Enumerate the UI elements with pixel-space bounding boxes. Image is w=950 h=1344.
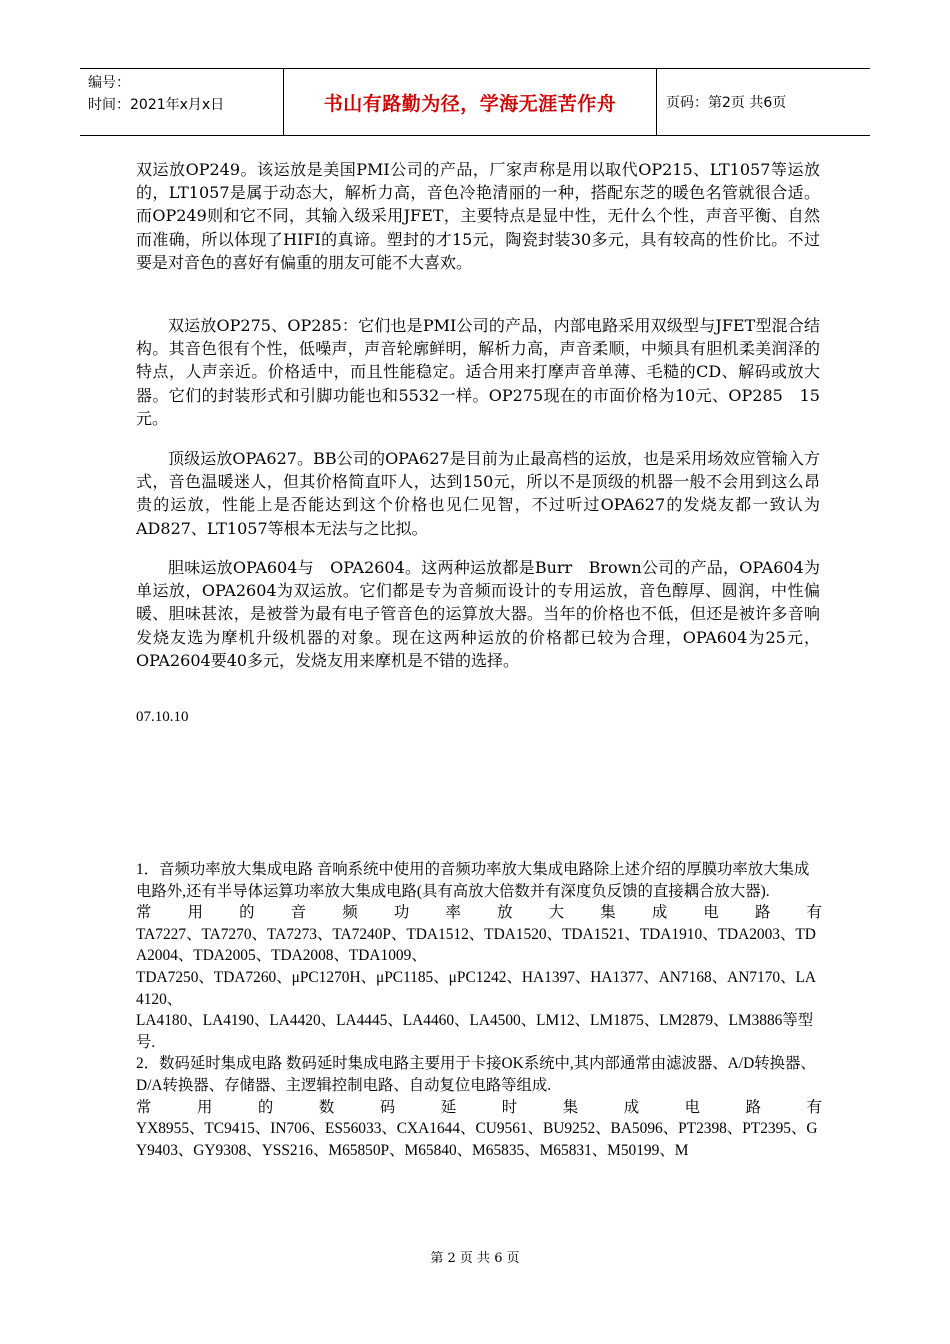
paragraph-text: 胆味运放OPA604与 OPA2604。这两种运放都是Burr Brown公司的产品，OPA604为单运放，OPA2604为双运放。它们都是专为音频而设计的专用运放，音色醇厚、圆润，中性偏暖、胆味甚浓，是被誉为最有电子管音色的运算放大器。当年的价格也不低，但还是被许多音响发烧友选为摩机升级机器的对象。现在这两种运放的价格都已较为合理，OPA604为25元，OPA2604要40多元，发烧友用来摩机是不错的选择。	[136, 558, 820, 670]
header-bottom-rule	[80, 135, 870, 136]
paragraph-text: 双运放OP275、OP285：它们也是PMI公司的产品，内部电路采用双级型与JFET型混合结构。其音色很有个性，低噪声，声音轮廓鲜明，解析力高，声音柔顺，中频具有胆机柔美润泽的特点，人声亲近。价格适中，而且性能稳定。适合用来打摩声音单薄、毛糙的CD、解码或放大器。它们的封装形式和引脚功能也和5532一样。OP275现在的市面价格为10元、OP285 15元。	[136, 316, 820, 428]
header-number: 编号：	[88, 75, 130, 91]
header-motto: 书山有路勤为径，学海无涯苦作舟	[323, 93, 617, 115]
list-item-delay-heading: 常用的数码延时集成电路有	[136, 1098, 822, 1116]
paragraph-op275-op285	[136, 314, 820, 430]
paragraph-opa627	[136, 447, 820, 540]
paragraph-text: 双运放OP249。该运放是美国PMI公司的产品，厂家声称是用以取代OP215、LT1057等运放的，LT1057是属于动态大，解析力高，音色冷艳清丽的一种，搭配东芝的暖色名管就很合适。而OP249则和它不同，其输入级采用JFET，主要特点是显中性，无什么个性，声音平衡、自然而准确，所以体现了HIFI的真谛。塑封的才15元，陶瓷封装30多元，具有较高的性价比。不过要是对音色的喜好有偏重的朋友可能不大喜欢。	[136, 160, 820, 272]
paragraph-op249	[136, 158, 820, 274]
paragraph-opa604	[136, 556, 820, 672]
list-item-audio-amp-models: TDA7250、TDA7260、μPC1270H、μPC1185、μPC1242、HA1397、HA1377、AN7168、AN7170、LA4120、	[136, 968, 817, 1008]
list-item-delay-models: YX8955、TC9415、IN706、ES56033、CXA1644、CU9561、BU9252、BA5096、PT2398、PT2395、GY9403、GY9308、YSS216、M65850P、M65840、M65835、M65831、M50199、M	[136, 1120, 818, 1159]
list-item-audio-amp-heading: 常用的音频功率放大集成电路有	[136, 904, 822, 922]
page-header	[80, 68, 870, 136]
article-date: 07.10.10	[136, 709, 189, 725]
page-footer: 第 2 页 共 6 页	[430, 1251, 520, 1266]
list-item-audio-amp-intro: 1．音频功率放大集成电路 音响系统中使用的音频功率放大集成电路除上述介绍的厚膜功率放大集成电路外,还有半导体运算功率放大集成电路(具有高放大倍数并有深度负反馈的直接耦合放大器).	[136, 861, 810, 900]
header-divider-right	[656, 68, 657, 136]
header-meta	[88, 72, 224, 116]
header-time: 时间：2021年x月x日	[88, 97, 225, 113]
list-item-delay-intro: 2．数码延时集成电路 数码延时集成电路主要用于卡接OK系统中,其内部通常由滤波器、A/D转换器、D/A转换器、存储器、主逻辑控制电路、自动复位电路等组成.	[136, 1055, 816, 1094]
header-page-number: 页码：第2页 共6页	[666, 95, 787, 111]
list-item-audio-amp-models: TA7227、TA7270、TA7273、TA7240P、TDA1512、TDA1520、TDA1521、TDA1910、TDA2003、TDA2004、TDA2005、TDA2008、TDA1009、	[136, 925, 816, 965]
ic-list-section	[136, 859, 822, 1161]
list-item-audio-amp-models: LA4180、LA4190、LA4420、LA4445、LA4460、LA4500、LM12、LM1875、LM2879、LM3886等型号.	[136, 1012, 814, 1051]
header-top-rule	[80, 68, 870, 69]
paragraph-text: 顶级运放OPA627。BB公司的OPA627是目前为止最高档的运放，也是采用场效应管输入方式，音色温暖迷人，但其价格简直吓人，达到150元，所以不是顶级的机器一般不会用到这么昂贵的运放，性能上是否能达到这个价格也见仁见智，不过听过OPA627的发烧友都一致认为AD827、LT1057等根本无法与之比拟。	[136, 449, 820, 538]
